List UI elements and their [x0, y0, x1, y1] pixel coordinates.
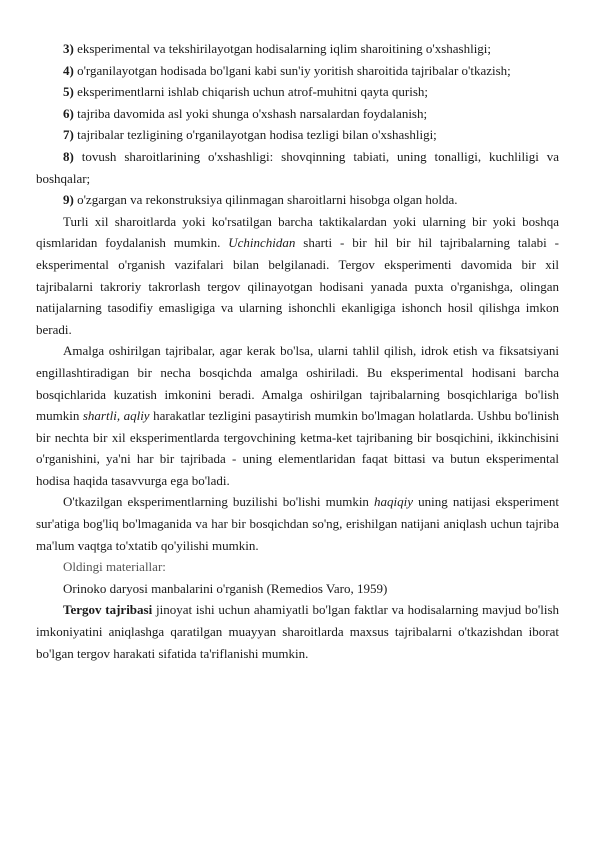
list-item-3 — [36, 38, 559, 60]
previous-materials-heading: Oldingi materiallar: — [63, 559, 166, 575]
item-text: o'zgargan va rekonstruksiya qilinmagan sharoitlarni hisobga olgan holda. — [73, 192, 458, 208]
list-item-8 — [36, 146, 559, 189]
paragraph-text: Turli xil sharoitlarda yoki ko'rsatilgan barcha taktikalardan yoki ularning bir yoki boshqa qismlaridan foydalanish mumkin. — [36, 213, 559, 251]
list-item-6 — [36, 103, 559, 125]
item-number: 5) — [63, 84, 74, 100]
item-text: tajribalar tezligining o'rganilayotgan hodisa tezligi bilan o'xshashligi; — [73, 127, 437, 143]
item-text: tajriba davomida asl yoki shunga o'xshash narsalardan foydalanish; — [73, 105, 428, 121]
emphasis-text: Uchinchidan — [228, 235, 296, 251]
item-number: 6) — [63, 105, 74, 121]
paragraph-conditions — [36, 211, 559, 341]
paragraph-definition — [36, 599, 559, 664]
paragraph-text: harakatlar tezligini pasaytirish mumkin bo'lmagan holatlarda. Ushbu bo'linish bir nechta bir xil eksperimentlarda tergovchining ketma-ket tajribaning bir bosqichini, ikkinchisini o'rganishini, ya'ni har bir tajribada - uning elementlaridan faqat bittasi va butun eksperimental hodisa haqida tasavvurga ega bo'ladi. — [36, 408, 560, 488]
paragraph-text: uning natijasi eksperiment sur'atiga bog'liq bo'lmaganida va har bir bosqichdan so'ng, erishilgan natijani aniqlash uchun tajriba ma'lum vaqtga to'xtatib qo'yilishi mumkin. — [36, 494, 559, 553]
document-page — [36, 38, 559, 664]
item-number: 8) — [63, 148, 74, 164]
previous-material-link[interactable]: Orinoko daryosi manbalarini o'rganish (Remedios Varo, 1959) — [63, 580, 388, 596]
paragraph-text: sharti - bir hil bir hil tajribalarning talabi - eksperimental o'rganish vazifalari bilan belgilanadi. Tergov eksperimenti davomida bir xil tajribalarni takroriy takrorlash tergov qilinayotgan hodisani yanada puxta o'rganishga, olingan natijalarning tasodifiy emasligiga va ularning ishonchli ekanligiga ishonch hosil qilishga imkon beradi. — [36, 235, 559, 337]
defined-term: Tergov tajribasi — [63, 602, 153, 618]
paragraph-text: O'tkazilgan eksperimentlarning buzilishi bo'lishi mumkin — [63, 494, 375, 510]
list-item-4 — [36, 60, 559, 82]
paragraph-text: Amalga oshirilgan tajribalar, agar kerak bo'lsa, ularni tahlil qilish, idrok etish va fiksatsiyani engillashtiradigan bir necha bosqichda amalga oshiriladi. Bu eksperimental hodisani barcha bosqichlarida kuzatish imkonini beradi. Amalga oshirilgan tajribalarning bosqichlariga bo'lish mumkin — [36, 343, 559, 424]
emphasis-text: haqiqiy — [374, 494, 414, 510]
item-number: 4) — [63, 62, 74, 78]
paragraph-text: jinoyat ishi uchun ahamiyatli bo'lgan faktlar va hodisalarning mavjud bo'lish imkoniyatini aniqlashga qaratilgan muayyan sharoitlarda maxsus tajribalarni o'tkazishdan iborat bo'lgan tergov harakati sifatida ta'riflanishi mumkin. — [36, 602, 560, 661]
paragraph-real-breaks — [36, 491, 559, 556]
item-text: eksperimentlarni ishlab chiqarish uchun atrof-muhitni qayta qurish; — [73, 84, 429, 100]
item-text: o'rganilayotgan hodisada bo'lgani kabi sun'iy yoritish sharoitida tajribalar o'tkazish; — [73, 62, 511, 78]
item-text: eksperimental va tekshirilayotgan hodisalarning iqlim sharoitining o'xshashligi; — [73, 41, 492, 56]
item-text: tovush sharoitlarining o'xshashligi: shovqinning tabiati, uning tonalligi, kuchliligi va boshqalar; — [36, 148, 559, 186]
item-number: 3) — [63, 41, 74, 56]
list-item-9 — [36, 189, 559, 211]
emphasis-text: shartli, aqliy — [82, 408, 150, 424]
item-number: 9) — [63, 192, 74, 208]
item-number: 7) — [63, 127, 74, 143]
paragraph-stages — [36, 340, 559, 491]
list-item-5 — [36, 81, 559, 103]
list-item-7 — [36, 124, 559, 146]
